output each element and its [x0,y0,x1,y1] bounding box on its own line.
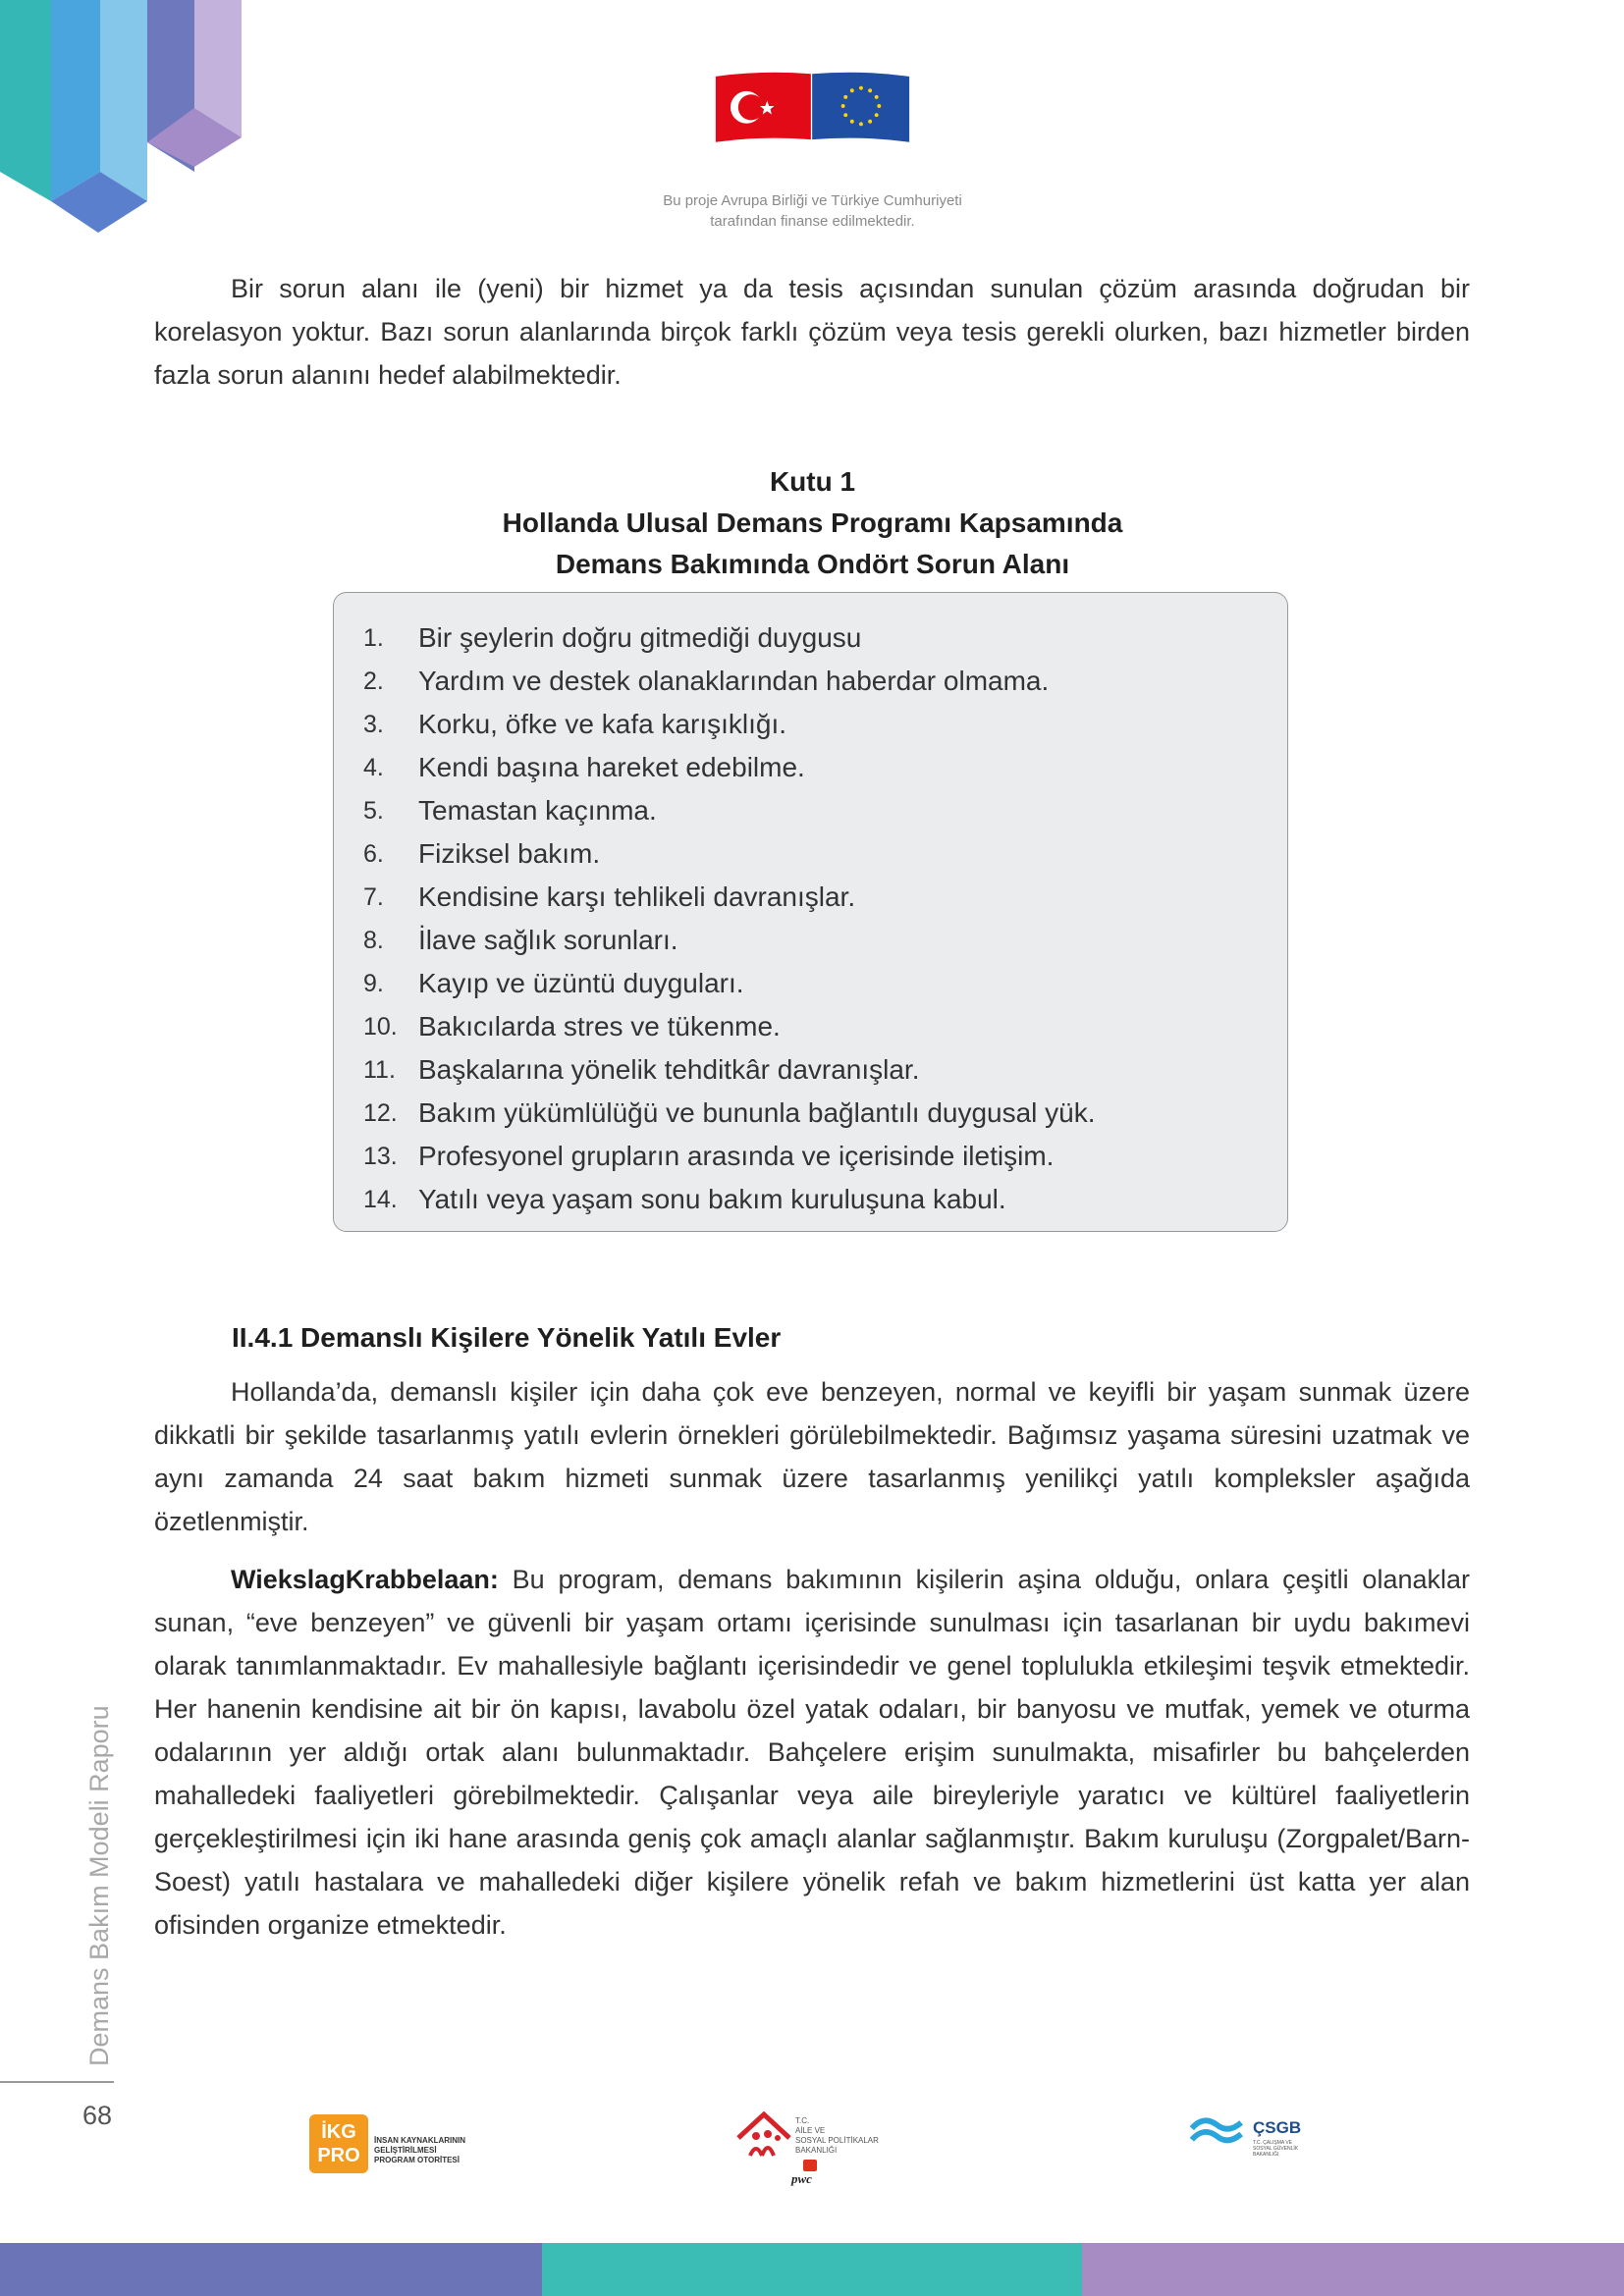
problem-area-item [363,660,1287,703]
problem-area-text: Yatılı veya yaşam sonu bakım kuruluşuna kabul. [418,1184,1006,1214]
problem-area-number: 5. [363,797,384,825]
problem-area-item [363,1048,1287,1092]
intro-paragraph-text: Bir sorun alanı ile (yeni) bir hizmet ya da tesis açısından sunulan çözüm arasında doğrudan bir korelasyon yoktur. Bazı sorun alanlarında birçok farklı çözüm veya tesis gerekli olurken, bazı hizmetler birden fazla sorun alanını hedef alabilmektedir. [154,274,1470,390]
problem-areas-box [333,592,1288,1232]
problem-area-text: Yardım ve destek olanaklarından haberdar olmama. [418,666,1050,696]
funding-caption-line: tarafından finanse edilmektedir. [710,213,915,230]
side-rule [0,2081,114,2083]
family-house-icon [734,2110,793,2160]
csgb-logo [1188,2112,1321,2171]
pwc-logo [789,2160,829,2187]
report-side-title: Demans Bakım Modeli Raporu [84,1705,114,2066]
problem-area-number: 12. [363,1099,398,1127]
problem-area-text: Temastan kaçınma. [418,795,657,826]
problem-area-text: Kendi başına hareket edebilme. [418,752,805,782]
csgb-subtext-line: T.C. ÇALIŞMA VE [1253,2140,1293,2146]
problem-area-item [363,832,1287,876]
section-heading: II.4.1 Demanslı Kişilere Yönelik Yatılı Evler [232,1322,782,1353]
footer-bar-purple [1082,2243,1624,2296]
problem-area-text: Bakıcılarda stres ve tükenme. [418,1011,781,1041]
problem-area-number: 13. [363,1143,398,1170]
problem-area-text: Bir şeylerin doğru gitmediği duygusu [418,622,862,653]
problem-area-number: 2. [363,667,384,695]
wiekslag-paragraph [154,1558,1470,1947]
problem-area-item [363,1005,1287,1048]
intro-paragraph [154,267,1470,397]
problem-area-number: 7. [363,883,384,911]
problem-area-item [363,1178,1287,1221]
funding-caption-line: Bu proje Avrupa Birliği ve Türkiye Cumhuriyeti [663,192,962,209]
wiekslag-body: Bu program, demans bakımının kişilerin aşina olduğu, onlara çeşitli olanaklar sunan, “eve benzeyen” ve güvenli bir yaşam ortamı içerisinde sunulması için tasarlanan bir uydu bakımevi olarak tanımlanmaktadır. Ev mahallesiyle bağlantı içerisindedir ve genel toplulukla etkileşimi teşvik etmektedir. Her hanenin kendisine ait bir ön kapısı, lavabolu özel yatak odaları, bir banyosu ve mutfak, yemek ve oturma odalarının yer aldığı ortak alanı bulunmaktadır. Bahçelere erişim sunulmakta, misafirler bu bahçelerden mahalledeki faaliyetleri görebilmektedir. Çalışanlar veya aile bireyleriyle yaratıcı ve kültürel faaliyetlerin gerçekleştirilmesi için iki hane arasında geniş çok amaçlı alanlar sağlanmıştır. Bakım kuruluşu (Zorgpalet/Barn-Soest) yatılı hastalara ve mahalledeki diğer kişilere yönelik refah ve bakım hizmetlerini üst katta yer alan ofisinden organize etmektedir. [154,1565,1470,1940]
asp-text-line: SOSYAL POLİTİKALAR [795,2136,879,2145]
problem-area-text: Bakım yükümlülüğü ve bununla bağlantılı duygusal yük. [418,1097,1096,1128]
csgb-subtext [1253,2140,1298,2158]
asp-text-line: AİLE VE [795,2126,826,2135]
problem-area-number: 11. [363,1056,396,1084]
box-label: Kutu 1 [769,466,856,497]
problem-area-item [363,1092,1287,1135]
problem-area-text: Kendisine karşı tehlikeli davranışlar. [418,881,856,912]
section-paragraph [154,1370,1470,1543]
problem-area-item [363,919,1287,962]
page-number: 68 [82,2101,113,2130]
csgb-subtext-line: SOSYAL GÜVENLİK [1253,2146,1299,2152]
problem-area-text: Korku, öfke ve kafa karışıklığı. [418,709,787,739]
problem-area-number: 1. [363,624,384,652]
problem-area-item [363,616,1287,660]
csgb-subtext-line: BAKANLIĞI [1253,2152,1279,2158]
problem-area-number: 9. [363,970,384,997]
problem-area-number: 14. [363,1186,398,1213]
ikg-text-line: GELİŞTİRİLMESİ [374,2146,437,2155]
problem-area-text: Profesyonel grupların arasında ve içerisinde iletişim. [418,1141,1055,1171]
section-paragraph-text: Hollanda’da, demanslı kişiler için daha çok eve benzeyen, normal ve keyifli bir yaşam sunmak üzere dikkatli bir şekilde tasarlanmış yatılı evlerin örnekleri görülebilmektedir. Bağımsız yaşama süresini uzatmak ve aynı zamanda 24 saat bakım hizmeti sunmak üzere tasarlanmış yenilikçi yatılı kompleksler aşağıda özetlenmiştir. [154,1377,1470,1536]
ikg-text-line: İNSAN KAYNAKLARININ [374,2136,466,2145]
problem-area-item [363,962,1287,1005]
problem-area-number: 3. [363,711,384,738]
problem-area-number: 8. [363,927,384,954]
problem-area-item [363,1135,1287,1178]
csgb-wave-icon [1188,2114,1245,2154]
problem-area-text: İlave sağlık sorunları. [418,925,678,955]
problem-area-text: Fiziksel bakım. [418,838,601,869]
aile-sosyal-politikalar-logo [734,2110,896,2189]
csgb-text: ÇSGB [1253,2118,1302,2137]
problem-area-number: 6. [363,840,384,868]
ikg-text-line: PROGRAM OTORİTESİ [374,2156,460,2164]
problem-area-item [363,746,1287,789]
ikg-pro-mark [309,2114,368,2173]
problem-area-item [363,789,1287,832]
pwc-mark [803,2160,817,2171]
problem-area-text: Başkalarına yönelik tehditkâr davranışlar. [418,1054,920,1085]
ikg-pro-logo [309,2110,476,2179]
corner-decoration [0,0,245,236]
funding-caption [628,190,997,232]
problem-area-number: 10. [363,1013,398,1041]
box-heading [324,461,1301,585]
box-title-line: Hollanda Ulusal Demans Programı Kapsamında [502,507,1123,538]
problem-area-text: Kayıp ve üzüntü duyguları. [418,968,744,998]
problem-area-item [363,876,1287,919]
footer-bar-teal [542,2243,1082,2296]
box-title-line: Demans Bakımında Ondört Sorun Alanı [555,549,1070,579]
turkey-eu-flags-logo [663,69,962,143]
asp-text-line: BAKANLIĞI [795,2146,838,2155]
ikg-mark-top: İKG [321,2121,356,2143]
ikg-pro-text [374,2136,465,2165]
footer-bar-blue [0,2243,542,2296]
wiekslag-lead: WiekslagKrabbelaan: [231,1565,499,1594]
ikg-mark-bottom: PRO [317,2145,360,2166]
asp-text-line: T.C. [795,2116,810,2125]
pwc-text: pwc [791,2171,812,2186]
problem-areas-list [334,593,1287,1221]
problem-area-number: 4. [363,754,384,781]
asp-text [795,2116,879,2156]
problem-area-item [363,703,1287,746]
